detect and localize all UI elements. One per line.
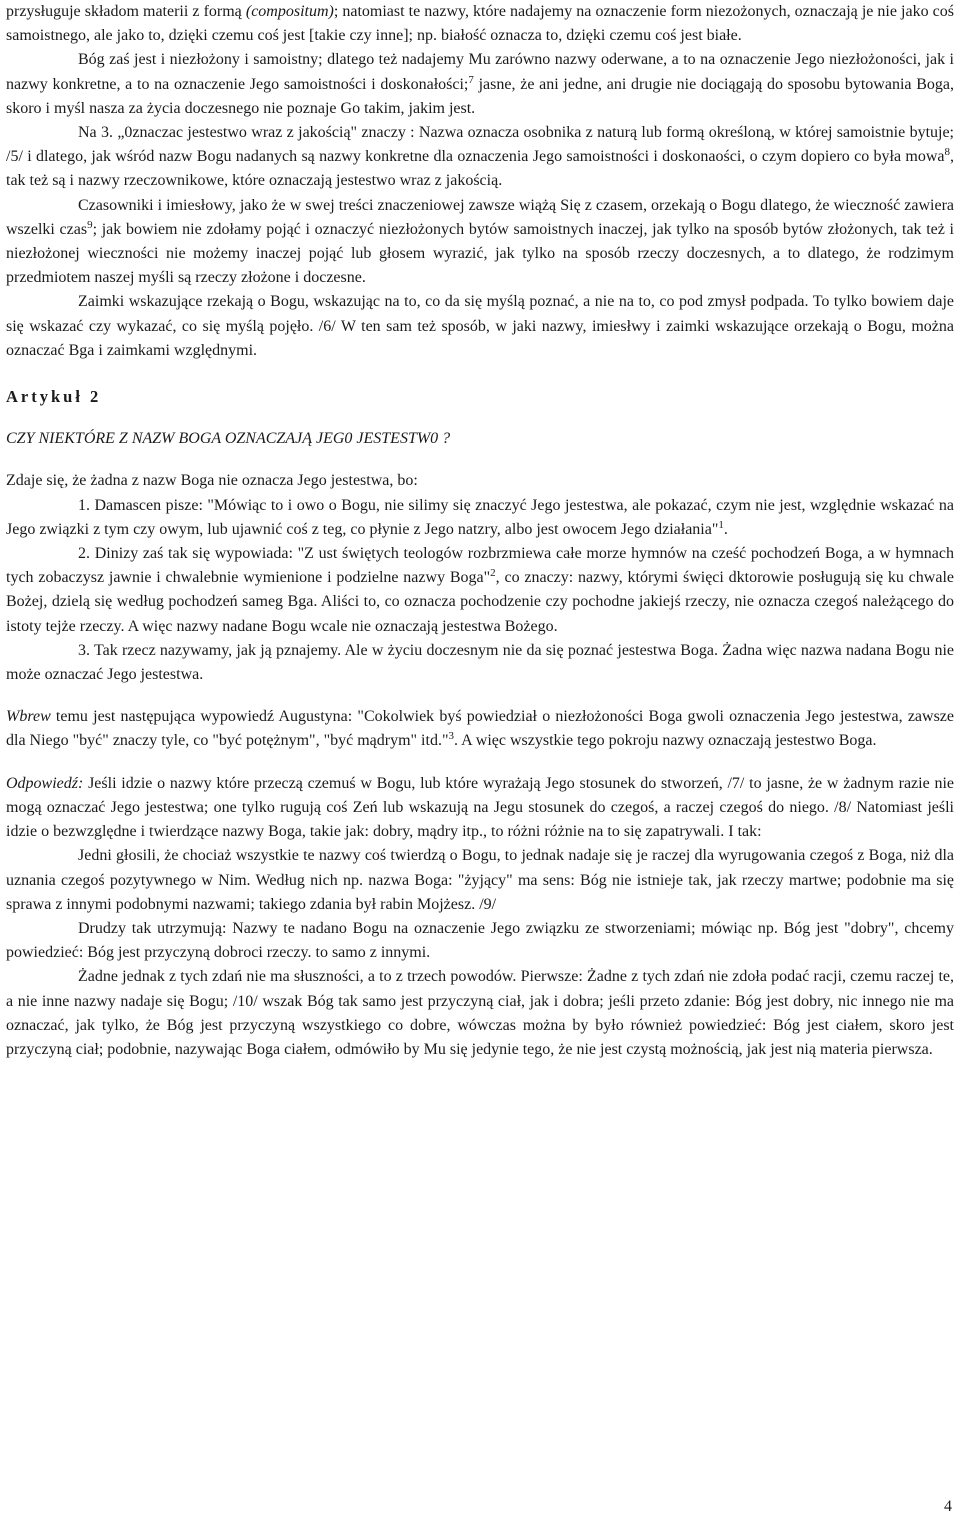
text-run: Żadne jednak z tych zdań nie ma słuszności, a to z trzech powodów. Pierwsze: Żadne z tych zdań nie zdoła podać racji, czemu raczej te, a nie inne nazwy nadaje się Bogu; /10/ wszak Bóg tak samo jest przyczyną ciał, jak i dobra; jeśli przeto zdanie: Bóg jest dobry, nic innego nie ma oznaczać, jak tylko, że Bóg jest przyczyną wszystkiego co dobre, wówczas można by było również powiedzieć: Bóg jest ciałem, skoro jest przyczyną ciał; podobnie, nazywając Boga ciałem, odmówiło by Mu się jedynie tego, że nie jest czystą możnością, jak jest nią materia pierwsza. (6, 968, 954, 1058)
paragraph (6, 0, 954, 48)
text-run: Jedni głosili, że chociaż wszystkie te nazwy coś twierdzą o Bogu, to jednak nadaje się je raczej dla wyrugowania czegoś z Boga, niż dla uznania czegoś pozytywnego w Nim. Według nich np. nazwa Boga: "żyjący" ma sens: Bóg nie istnieje tak, jak rzeczy martwe; podobnie ma się sprawa z innymi podobnymi nazwami; takiego zdania był rabin Mojżesz. /9/ (6, 847, 954, 913)
page-number: 4 (944, 1497, 952, 1515)
text-run: 1. Damascen pisze: "Mówiąc to i owo o Bogu, nie silimy się znaczyć Jego jestestwa, ale pokazać, czym nie jest, względnie wskazać na Jego związki z tym czy owym, lub ujawnić coś z teg, co płynie z Jego natzry, albo jest owocem Jego działania" (6, 496, 954, 538)
footnote-ref: 7 (468, 73, 474, 86)
text-run: Bóg zaś jest i niezłożony i samoistny; dlatego też nadajemy Mu zarówno nazwy oderwane, a to na oznaczenie Jego niezłożoności, jak i nazwy konkretne, a to na oznaczenie Jego samoistności i doskonałości; (6, 51, 954, 93)
text-run: Na 3. „0znaczac jestestwo wraz z jakością" znaczy : Nazwa oznacza osobnika z naturą lub formą określoną, w której samoistnie bytuje; /5/ i dlatego, jak wśród nazw Bogu nadanych są nazwy konkretne dla oznaczenia Jego samoistności i doskonaości, o czym dopiero co była mowa (6, 124, 954, 166)
text-run: Czasowniki i imiesłowy, jako że w swej treści znaczeniowej zawsze wiążą Się z czasem, orzekają o Bogu dlatego, że wieczność zawiera wszelki czas (6, 196, 954, 238)
section-article-1-replies (6, 0, 954, 363)
article-title: Artykuł 2 (6, 387, 102, 407)
paragraph (6, 121, 954, 194)
paragraph (6, 844, 954, 917)
paragraph (6, 290, 954, 363)
article-question: CZY NIEKTÓRE Z NAZW BOGA OZNACZAJĄ JEG0 JESTESTW0 ? (6, 430, 451, 448)
text-run: ; jak bowiem nie zdołamy pojąć i oznaczyć niezłożonych bytów samoistnych inaczej, jak tylko na sposób bytów złożonych, tak też i niezłożonej wieczności nie możemy inaczej pojąć lub głosem wyrazić, jak tylko na sposób rzeczy doczesnych, a to dlatego, że rodzimym przedmiotem naszej myśli są rzeczy złożone i doczesne. (6, 220, 955, 287)
section-respondeo (6, 772, 954, 1062)
footnote-ref: 9 (87, 218, 93, 231)
italic-text: Odpowiedź: (6, 774, 84, 792)
text-run: 2. Dinizy zaś tak się wypowiada: "Z ust świętych teologów rozbrzmiewa całe morze hymnów na cześć pochodzeń Boga, a w hymnach tych zobaczysz jawnie i chwalebnie wymienione i podzielne nazwy Boga" (6, 545, 954, 587)
text-run: Zaimki wskazujące rzekają o Bogu, wskazując na to, co da się myślą poznać, a nie na to, co pod zmysł podpada. To tylko bowiem daje się wskazać czy wykazać, co się myślą pojęło. /6/ W ten sam też sposób, w jaki nazwy, imiesłwy i zaimki wskazujące orzekają o Bogu, można oznaczać Bga i zaimkami względnymi. (6, 293, 954, 359)
footnote-ref: 3 (448, 730, 454, 743)
text-run: ; natomiast te nazwy, które nadajemy na oznaczenie form niezożonych, oznaczają je nie jako coś samoistnego, ale jako to, dzięki czemu coś jest [takie czy inne]; np. białość oznacza to, dzięki czemu coś jest białe. (6, 3, 955, 45)
text-run: . A więc wszystkie tego pokroju nazwy oznaczają jestestwo Boga. (453, 732, 877, 750)
text-run: temu jest następująca wypowiedź Augustyna: "Cokolwiek byś powiedział o niezłożoności Boga gwoli oznaczenia Jego jestestwa, zawsze dla Niego "być" znaczy tyle, co "być potężnym", "być mądrym" itd." (6, 708, 954, 750)
paragraph (6, 48, 954, 121)
footnote-ref: 8 (944, 146, 950, 159)
paragraph (6, 469, 954, 493)
text-run: , tak też są i nazwy rzeczownikowe, które oznaczają jestestwo wraz z jakością. (6, 148, 954, 190)
text-run: . (723, 520, 728, 538)
paragraph (6, 917, 954, 965)
section-objections (6, 469, 954, 687)
paragraph (6, 194, 954, 291)
text-run: Drudzy tak utrzymują: Nazwy te nadano Bogu na oznaczenie Jego związku ze stworzeniami; mówiąc np. Bóg jest "dobry", chcemy powiedzieć: Bóg jest przyczyną dobroci rzeczy. to samo z innymi. (6, 919, 954, 962)
paragraph (6, 705, 954, 753)
paragraph (6, 639, 954, 687)
text-run: przysługuje składom materii z formą (6, 3, 246, 20)
section-sed-contra (6, 705, 954, 753)
paragraph (6, 965, 954, 1062)
paragraph (6, 772, 954, 845)
paragraph (6, 542, 954, 639)
paragraph (6, 494, 954, 542)
footnote-ref: 2 (490, 567, 496, 580)
text-run: Zdaje się, że żadna z nazw Boga nie oznacza Jego jestestwa, bo: (6, 472, 418, 490)
text-run: 3. Tak rzecz nazywamy, jak ją pznajemy. Ale w życiu doczesnym nie da się poznać jestestwa Boga. Żadna więc nazwa nadana Bogu nie może oznaczać Jego jestestwa. (6, 641, 954, 684)
text-run: Jeśli idzie o nazwy które przeczą czemuś w Bogu, lub które wyrażają Jego stosunek do stworzeń, /7/ to jasne, że w żadnym razie nie mogą oznaczać Jego jestestwa; one tylko rugują coś Zeń lub wskazują na Jegu stosunek do czegoś, a raczej czegoś do niego. /8/ Natomiast jeśli idzie o bezwzględne i twierdzące nazwy Boga, takie jak: dobry, mądry itp., to różni różnie na to się zapatrywali. I tak: (6, 774, 954, 841)
text-run: jasne, że ani jedne, ani drugie nie dociągają do sposobu bytowania Boga, skoro i myśl nasza za życia doczesnego nie poznaje Go takim, jakim jest. (6, 75, 954, 117)
italic-text: (compositum) (245, 3, 334, 20)
footnote-ref: 1 (718, 518, 724, 531)
text-run: , co znaczy: nazwy, którymi święci dktorowie posługują się ku chwale Bożej, dzielą się według pochodzeń sameg Bga. Aliści to, co oznacza pochodzenie czy pochodne jakiejś rzeczy, nie oznacza czegoś należącego do istoty tejże rzeczy. A więc nazwy nadane Bogu wcale nie oznaczają jestestwa Bożego. (6, 569, 954, 635)
italic-text: Wbrew (6, 708, 51, 726)
